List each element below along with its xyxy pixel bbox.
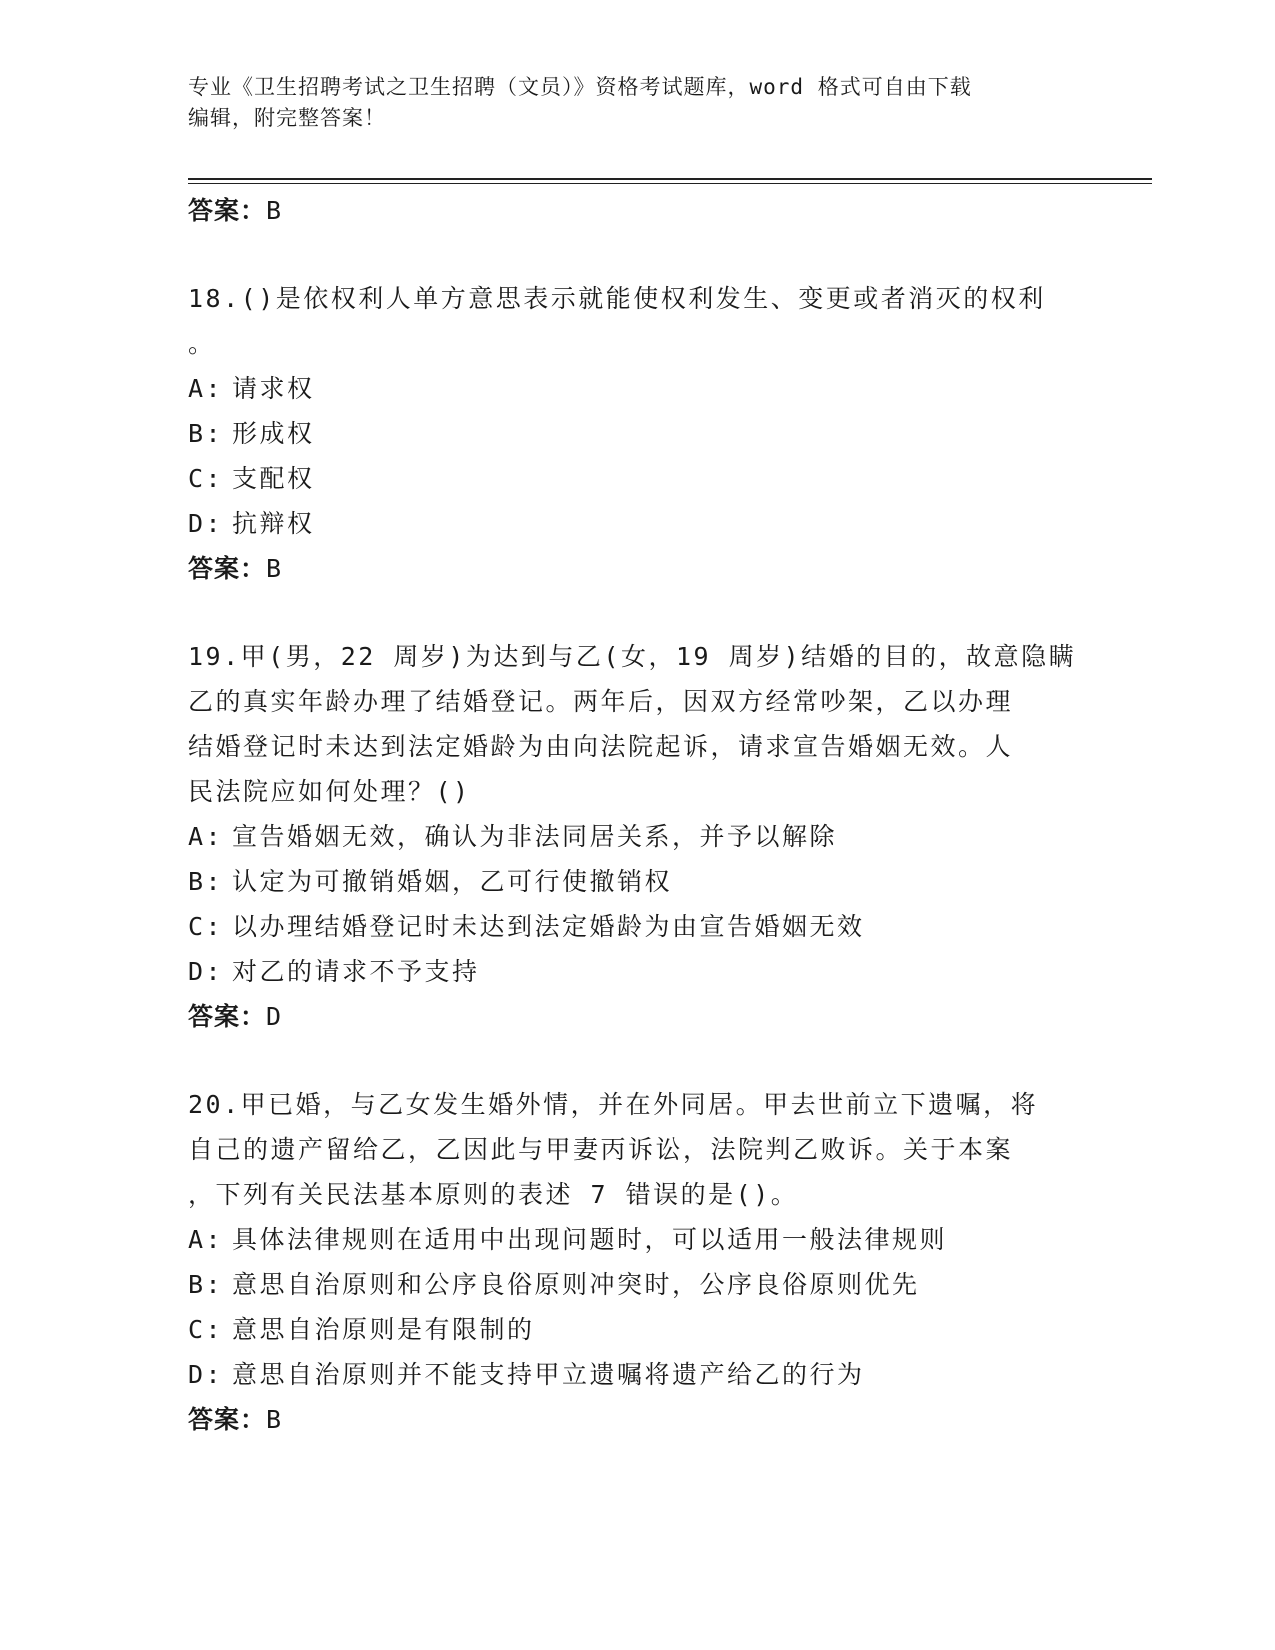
option-c bbox=[188, 904, 1088, 949]
question-stem: 18.()是依权利人单方意思表示就能使权利发生、变更或者消灭的权利 。 bbox=[188, 284, 1046, 358]
question-stem: 19.甲(男，22 周岁)为达到与乙(女，19 周岁)结婚的目的，故意隐瞒 乙的真实年龄办理了结婚登记。两年后，因双方经常吵架，乙以办理 结婚登记时未达到法定婚龄为由向法院起诉，请求宣告婚姻无效。人 民法院应如何处理？() bbox=[188, 642, 1077, 806]
option-a bbox=[188, 1217, 1088, 1262]
option-text: 意思自治原则和公序良俗原则冲突时，公序良俗原则优先 bbox=[232, 1270, 920, 1299]
option-text: 意思自治原则并不能支持甲立遗嘱将遗产给乙的行为 bbox=[232, 1360, 865, 1389]
answer-value: B bbox=[266, 554, 283, 583]
header-divider-thick bbox=[188, 178, 1152, 180]
option-b bbox=[188, 1262, 1088, 1307]
answer-label: 答案： bbox=[188, 196, 267, 225]
answer-label: 答案： bbox=[188, 1405, 267, 1434]
option-text: 对乙的请求不予支持 bbox=[232, 957, 480, 986]
option-c bbox=[188, 1307, 1088, 1352]
option-key: B: bbox=[188, 419, 224, 448]
option-key: C: bbox=[188, 464, 224, 493]
option-text: 意思自治原则是有限制的 bbox=[232, 1315, 535, 1344]
previous-answer bbox=[188, 188, 1088, 234]
question-19 bbox=[188, 634, 1088, 1040]
option-d bbox=[188, 949, 1088, 994]
option-text: 认定为可撤销婚姻，乙可行使撤销权 bbox=[232, 867, 673, 896]
option-key: D: bbox=[188, 957, 224, 986]
option-text: 请求权 bbox=[232, 374, 315, 403]
option-key: D: bbox=[188, 509, 224, 538]
option-a bbox=[188, 814, 1088, 859]
question-answer bbox=[188, 994, 1088, 1040]
answer-value: D bbox=[266, 1002, 283, 1031]
option-d bbox=[188, 501, 1088, 546]
answer-value: B bbox=[266, 1405, 283, 1434]
question-20 bbox=[188, 1082, 1088, 1443]
option-key: A: bbox=[188, 374, 224, 403]
option-text: 以办理结婚登记时未达到法定婚龄为由宣告婚姻无效 bbox=[232, 912, 865, 941]
option-key: D: bbox=[188, 1360, 224, 1389]
option-b bbox=[188, 859, 1088, 904]
option-key: A: bbox=[188, 1225, 224, 1254]
question-answer bbox=[188, 1397, 1088, 1443]
option-text: 支配权 bbox=[232, 464, 315, 493]
option-d bbox=[188, 1352, 1088, 1397]
option-key: C: bbox=[188, 912, 224, 941]
option-c bbox=[188, 456, 1088, 501]
header-divider-thin bbox=[188, 183, 1152, 184]
option-key: B: bbox=[188, 867, 224, 896]
option-key: B: bbox=[188, 1270, 224, 1299]
option-a bbox=[188, 366, 1088, 411]
question-stem: 20.甲已婚，与乙女发生婚外情，并在外同居。甲去世前立下遗嘱，将 自己的遗产留给乙，乙因此与甲妻丙诉讼，法院判乙败诉。关于本案 ，下列有关民法基本原则的表述 7 错误的是()。 bbox=[188, 1090, 1039, 1209]
option-key: A: bbox=[188, 822, 224, 851]
question-list bbox=[188, 188, 1088, 1443]
document-header: 专业《卫生招聘考试之卫生招聘（文员）》资格考试题库，word 格式可自由下载 编辑，附完整答案！ bbox=[188, 75, 972, 130]
option-b bbox=[188, 411, 1088, 456]
option-text: 形成权 bbox=[232, 419, 315, 448]
question-answer bbox=[188, 546, 1088, 592]
question-18 bbox=[188, 276, 1088, 592]
option-text: 具体法律规则在适用中出现问题时，可以适用一般法律规则 bbox=[232, 1225, 948, 1254]
answer-value: B bbox=[266, 196, 283, 225]
option-key: C: bbox=[188, 1315, 224, 1344]
option-text: 宣告婚姻无效，确认为非法同居关系，并予以解除 bbox=[232, 822, 838, 851]
answer-label: 答案： bbox=[188, 554, 267, 583]
option-text: 抗辩权 bbox=[232, 509, 315, 538]
answer-label: 答案： bbox=[188, 1002, 267, 1031]
